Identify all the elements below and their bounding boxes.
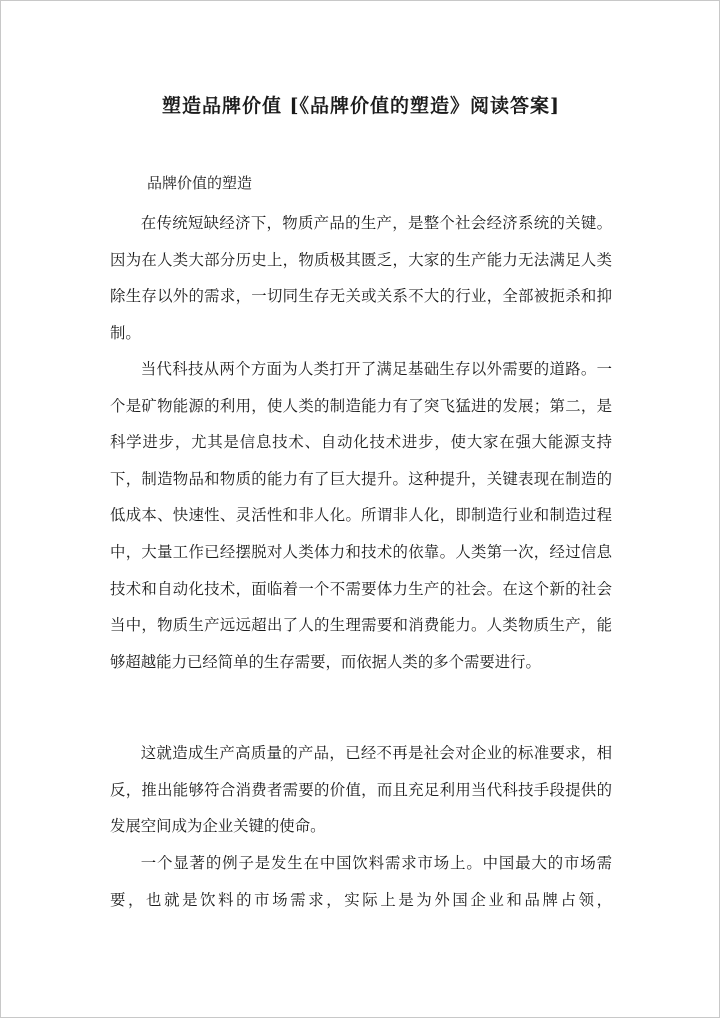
paragraph-1: [110, 205, 612, 351]
paragraph-1-text: 在传统短缺经济下，物质产品的生产，是整个社会经济系统的关键。因为在人类大部分历史上，物质极其匮乏，大家的生产能力无法满足人类除生存以外的需求，一切同生存无关或关系不大的行业，全部被扼杀和抑制。: [110, 214, 612, 342]
article-subtitle: 品牌价值的塑造: [147, 174, 253, 192]
document-title: 塑造品牌价值 [《品牌价值的塑造》阅读答案]: [161, 95, 561, 117]
paragraph-2-text: 当代科技从两个方面为人类打开了满足基础生存以外需要的道路。一个是矿物能源的利用，使人类的制造能力有了突飞猛进的发展；第二，是科学进步，尤其是信息技术、自动化技术进步，使大家在强大能源支持下，制造物品和物质的能力有了巨大提升。这种提升，关键表现在制造的低成本、快速性、灵活性和非人化。所谓非人化，即制造行业和制造过程中，大量工作已经摆脱对人类体力和技术的依靠。人类第一次，经过信息技术和自动化技术，面临着一个不需要体力生产的社会。在这个新的社会当中，物质生产远远超出了人的生理需要和消费能力。人类物质生产，能够超越能力已经简单的生存需要，而依据人类的多个需要进行。: [110, 360, 612, 671]
paragraph-2: [110, 351, 612, 680]
paragraph-3-text: 这就造成生产高质量的产品，已经不再是社会对企业的标准要求，相反，推出能够符合消费者需要的价值，而且充足利用当代科技手段提供的发展空间成为企业关键的使命。: [110, 744, 612, 836]
paragraph-4: [110, 845, 612, 918]
paragraph-3: [110, 735, 612, 845]
paragraph-4-text: 一个显著的例子是发生在中国饮料需求市场上。中国最大的市场需要，也就是饮料的市场需求，实际上是为外国企业和品牌占领，: [110, 854, 612, 909]
